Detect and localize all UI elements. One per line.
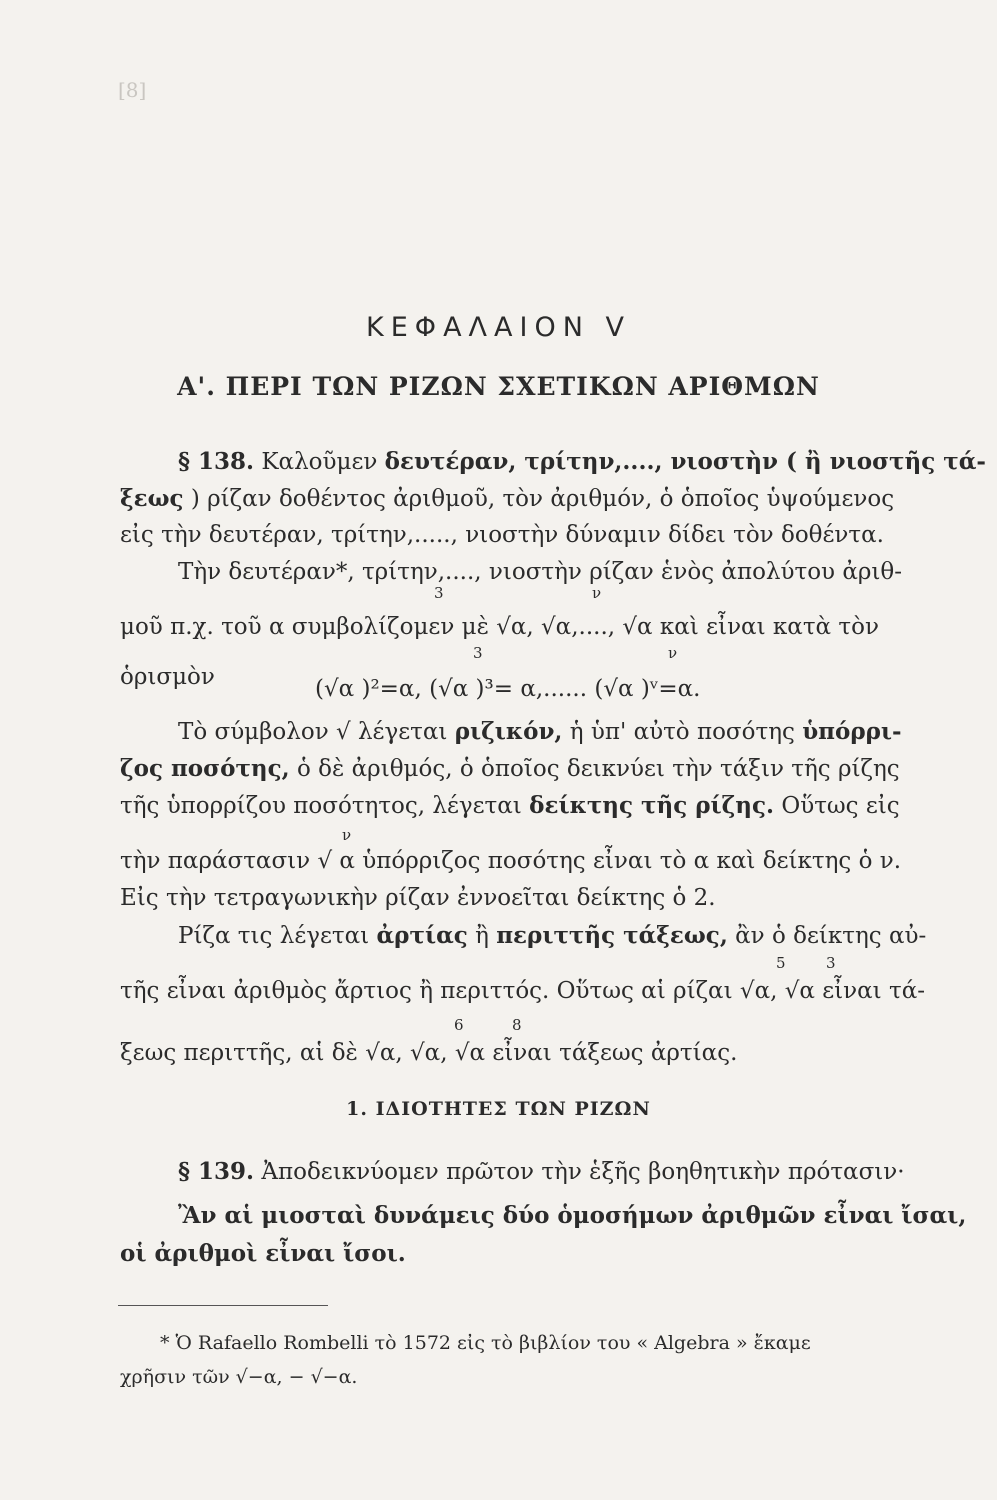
p138-line-1: § 138. Καλοῦμεν δευτέραν, τρίτην,...., νιοστὴν ( ἢ νιοστῆς τά- bbox=[178, 448, 986, 475]
root-index: ν bbox=[668, 644, 678, 662]
root-index: ν bbox=[592, 584, 602, 602]
p138-line-5: μοῦ π.χ. τοῦ α συμβολίζομεν μὲ √α, √α,...., √α καὶ εἶναι κατὰ τὸν bbox=[120, 614, 879, 640]
chapter-heading: ΚΕΦΑΛΑΙΟΝ V bbox=[366, 312, 631, 343]
p138-line-2: ξεως ) ρίζαν δοθέντος ἀριθμοῦ, τὸν ἀριθμόν, ὁ ὁποῖος ὑψούμενος bbox=[120, 485, 895, 512]
root-index: 3 bbox=[434, 584, 444, 602]
p138-line-4: Τὴν δευτέραν*, τρίτην,...., νιοστὴν ρίζαν ἑνὸς ἀπολύτου ἀριθ- bbox=[178, 559, 903, 585]
p139-number: § 139. bbox=[178, 1158, 255, 1185]
p-symbol-line-4: τὴν παράστασιν √ α ὑπόρριζος ποσότης εἶναι τὸ α καὶ δείκτης ὁ ν. bbox=[120, 848, 902, 874]
p-symbol-line-3: τῆς ὑπορρίζου ποσότητος, λέγεται δείκτης τῆς ρίζης. Οὕτως εἰς bbox=[120, 792, 900, 819]
p139-line-2: Ἂν αἱ μιοσταὶ δυνάμεις δύο ὁμοσήμων ἀριθμῶν εἶναι ἴσαι, bbox=[178, 1202, 967, 1229]
root-index: 3 bbox=[473, 644, 483, 662]
p-symbol-line-2: ζος ποσότης, ὁ δὲ ἀριθμός, ὁ ὁποῖος δεικνύει τὴν τάξιν τῆς ρίζης bbox=[120, 755, 900, 782]
p-parity-line-2: τῆς εἶναι ἀριθμὸς ἄρτιος ἢ περιττός. Οὕτως αἱ ρίζαι √α, √α εἶναι τά- bbox=[120, 978, 926, 1004]
footnote-line-1: * Ὁ Rafaello Rombelli τὸ 1572 εἰς τὸ βιβλίον του « Algebra » ἔκαμε bbox=[160, 1332, 811, 1354]
p138-line-3: εἰς τὴν δευτέραν, τρίτην,....., νιοστὴν δύναμιν δίδει τὸν δοθέντα. bbox=[120, 522, 884, 548]
section-title: Α'. ΠΕΡΙ ΤΩΝ ΡΙΖΩΝ ΣΧΕΤΙΚΩΝ ΑΡΙΘΜΩΝ bbox=[177, 372, 820, 401]
root-index: ν bbox=[342, 826, 352, 844]
subsection-title: 1. ΙΔΙΟΤΗΤΕΣ ΤΩΝ ΡΙΖΩΝ bbox=[346, 1098, 651, 1120]
p-parity-line-3: ξεως περιττῆς, αἱ δὲ √α, √α, √α εἶναι τάξεως ἀρτίας. bbox=[120, 1040, 738, 1066]
p-parity-line-1: Ρίζα τις λέγεται ἀρτίας ἢ περιττῆς τάξεως, ἂν ὁ δείκτης αὐ- bbox=[178, 922, 927, 949]
footnote-line-2: χρῆσιν τῶν √−α, − √−α. bbox=[120, 1366, 358, 1388]
footnote-divider bbox=[118, 1305, 328, 1306]
p-symbol-line-5: Εἰς τὴν τετραγωνικὴν ρίζαν ἐννοεῖται δείκτης ὁ 2. bbox=[120, 885, 716, 911]
p139-line-1: § 139. Ἀποδεικνύομεν πρῶτον τὴν ἑξῆς βοηθητικὴν πρότασιν· bbox=[178, 1158, 905, 1185]
page-number: [8] bbox=[118, 78, 147, 102]
root-index: 5 bbox=[776, 954, 786, 972]
p138-number: § 138. bbox=[178, 448, 255, 475]
p139-line-3: οἱ ἀριθμοὶ εἶναι ἴσοι. bbox=[120, 1240, 406, 1267]
root-index: 8 bbox=[512, 1016, 522, 1034]
root-index: 3 bbox=[826, 954, 836, 972]
p138-formula: (√α )²=α, (√α )³= α,...... (√α )ᵛ=α. bbox=[315, 676, 701, 702]
p-symbol-line-1: Τὸ σύμβολον √ λέγεται ριζικόν, ἡ ὑπ' αὐτὸ ποσότης ὑπόρρι- bbox=[178, 718, 902, 745]
p138-line-6-label: ὁρισμὸν bbox=[120, 664, 215, 690]
root-index: 6 bbox=[454, 1016, 464, 1034]
